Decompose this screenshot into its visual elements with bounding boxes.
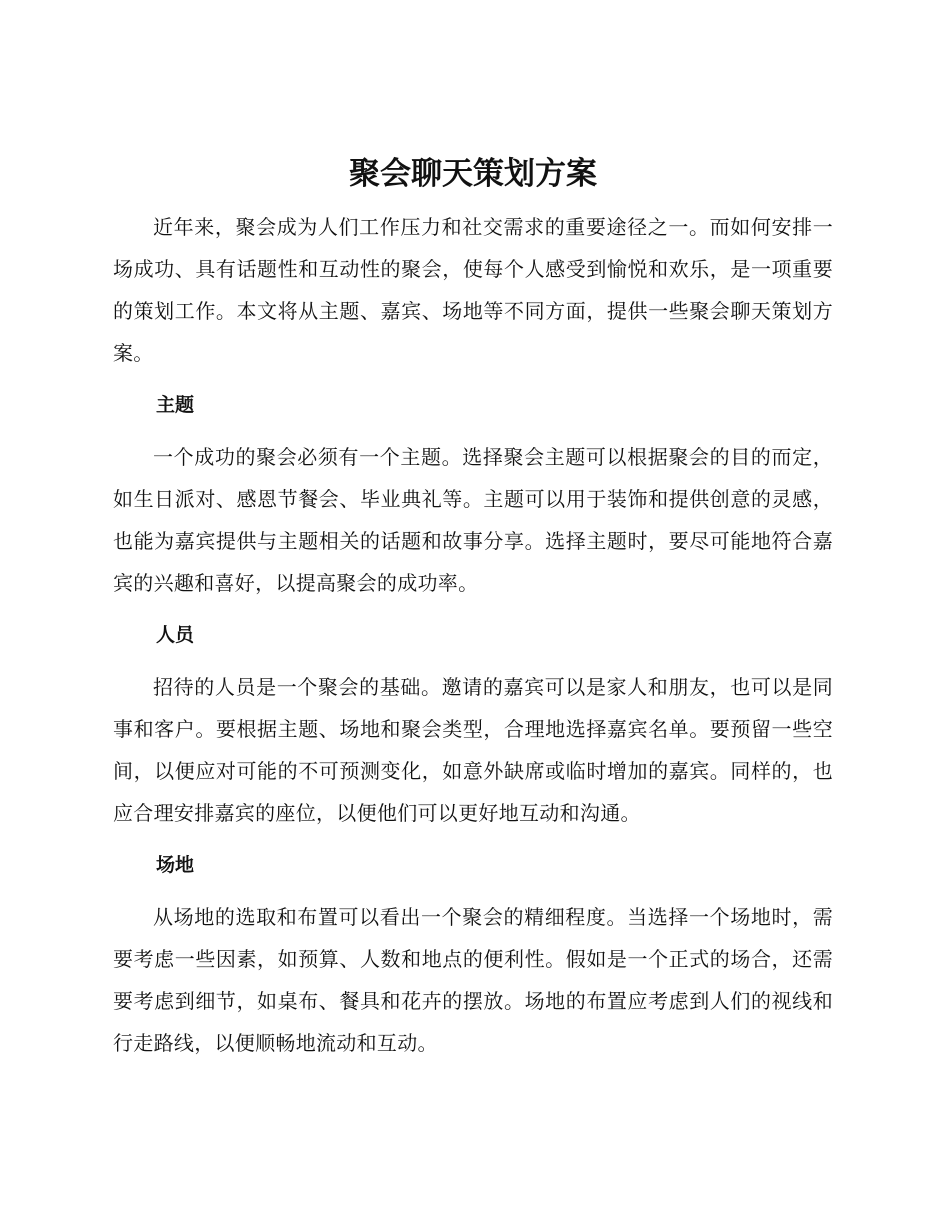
- section-heading-people: 人员: [156, 624, 195, 646]
- section-body-theme: 一个成功的聚会必须有一个主题。选择聚会主题可以根据聚会的目的而定，如生日派对、感恩节餐会、毕业典礼等。主题可以用于装饰和提供创意的灵感，也能为嘉宾提供与主题相关的话题和故事分享。选择主题时，要尽可能地符合嘉宾的兴趣和喜好，以提高聚会的成功率。: [113, 445, 833, 595]
- document-page: [113, 150, 833, 1064]
- section-venue: [113, 845, 833, 1064]
- section-body-people: 招待的人员是一个聚会的基础。邀请的嘉宾可以是家人和朋友，也可以是同事和客户。要根据主题、场地和聚会类型，合理地选择嘉宾名单。要预留一些空间，以便应对可能的不可预测变化，如意外缺席或临时增加的嘉宾。同样的，也应合理安排嘉宾的座位，以便他们可以更好地互动和沟通。: [113, 675, 833, 825]
- section-people: [113, 615, 833, 834]
- section-heading-theme: 主题: [156, 394, 195, 416]
- intro-paragraph: 近年来，聚会成为人们工作压力和社交需求的重要途径之一。而如何安排一场成功、具有话题性和互动性的聚会，使每个人感受到愉悦和欢乐，是一项重要的策划工作。本文将从主题、嘉宾、场地等不同方面，提供一些聚会聊天策划方案。: [113, 215, 833, 365]
- section-body-venue: 从场地的选取和布置可以看出一个聚会的精细程度。当选择一个场地时，需要考虑一些因素，如预算、人数和地点的便利性。假如是一个正式的场合，还需要考虑到细节，如桌布、餐具和花卉的摆放。场地的布置应考虑到人们的视线和行走路线，以便顺畅地流动和互动。: [113, 905, 833, 1055]
- section-theme: [113, 385, 833, 604]
- section-heading-venue: 场地: [156, 854, 195, 876]
- document-title: 聚会聊天策划方案: [349, 156, 597, 192]
